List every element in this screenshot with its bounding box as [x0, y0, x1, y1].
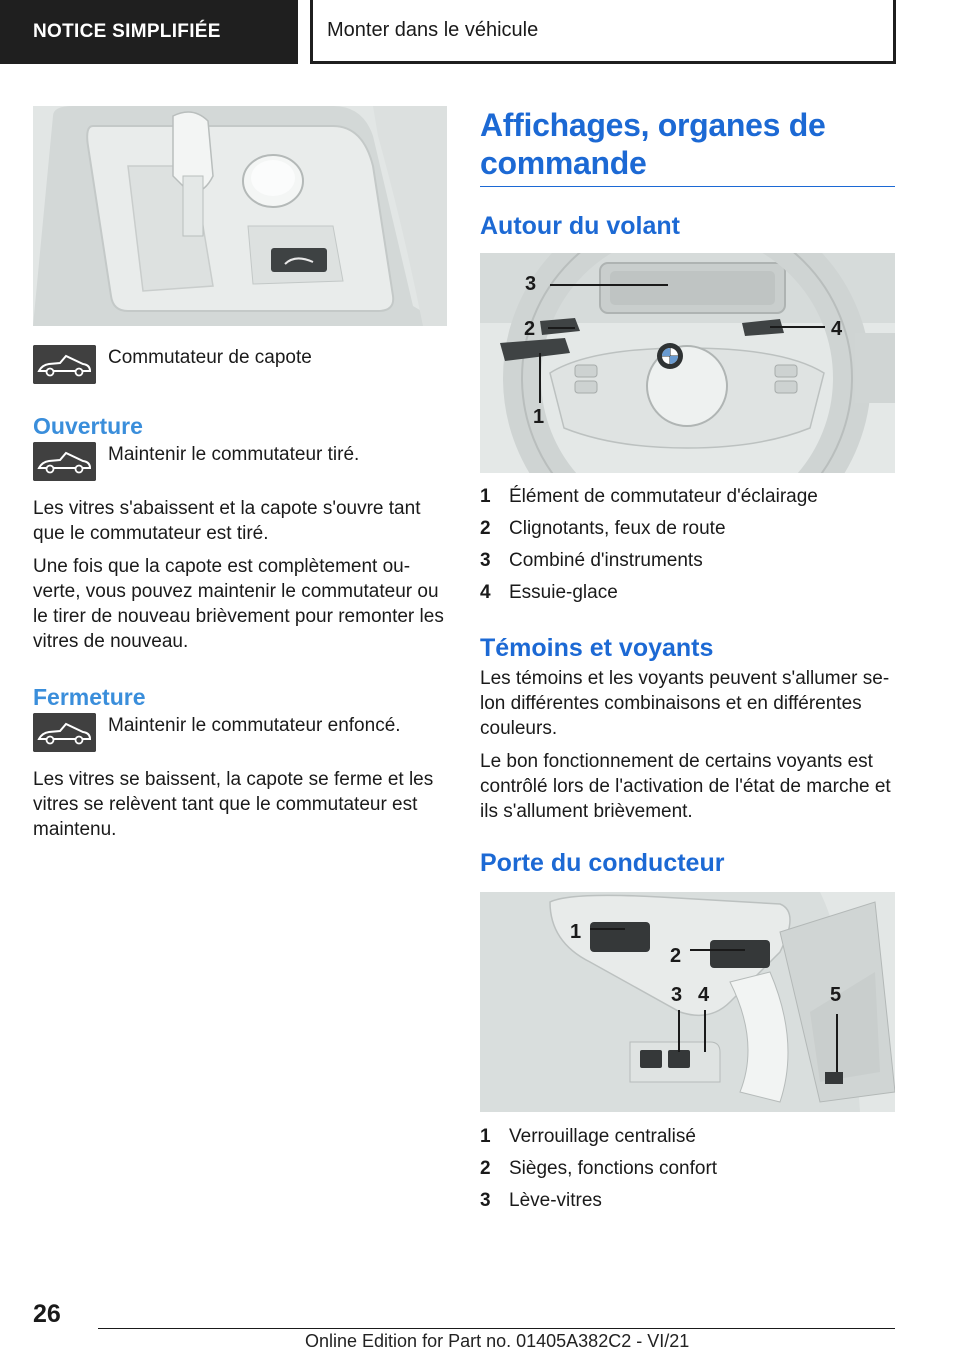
opening-instruction: [33, 442, 447, 481]
opening-para-1: Les vitres s'abaissent et la capote s'ouvre tant que le commutateur est tiré.: [33, 498, 421, 544]
indicators-para-2: Le bon fonctionnement de certains voyants est contrôlé lors de l'activation de l'état de marche et ils s'allument brièvement.: [480, 751, 891, 822]
switch-caption: Commutateur de capote: [108, 347, 312, 368]
steering-wheel-figure: [480, 253, 895, 473]
list-item: 2 Clignotants, feux de route: [480, 518, 726, 539]
steering-callout-3: 3: [525, 273, 537, 295]
convertible-car-icon: [33, 345, 96, 384]
steering-legend: [480, 481, 895, 609]
door-heading: Porte du conducteur: [480, 849, 725, 877]
closing-heading: Fermeture: [33, 684, 146, 710]
list-item: 1 Élément de commutateur d'éclairage: [480, 486, 818, 507]
section-tab: [0, 0, 298, 64]
indicators-heading: Témoins et voyants: [480, 634, 714, 662]
door-callout-1: 1: [570, 921, 582, 943]
door-callout-3: 3: [671, 984, 683, 1006]
driver-door-figure: [480, 892, 895, 1112]
opening-icon-text: Maintenir le commutateur tiré.: [108, 444, 360, 465]
footer-rule: [98, 1328, 895, 1329]
roof-switch-figure: [33, 106, 447, 326]
door-callout-4: 4: [698, 984, 710, 1006]
steering-callout-1: 1: [533, 406, 545, 428]
closing-instruction: [33, 713, 447, 752]
convertible-car-icon: [33, 442, 96, 481]
switch-legend: [33, 345, 447, 384]
page-title: Affichages, organes de commande: [480, 107, 826, 181]
chapter-title: Monter dans le véhicule: [327, 19, 539, 41]
list-item: 2 Sièges, fonctions confort: [480, 1158, 718, 1179]
list-item: 3 Combiné d'instruments: [480, 550, 703, 571]
closing-para-1: Les vitres se baissent, la capote se ferme et les vitres se relèvent tant que le commutateur est maintenu.: [33, 769, 434, 840]
title-rule: [480, 186, 895, 187]
closing-icon-text: Maintenir le commutateur enfoncé.: [108, 715, 401, 736]
door-callout-2: 2: [670, 945, 682, 967]
steering-heading: Autour du volant: [480, 212, 680, 240]
right-column: [480, 106, 895, 1217]
section-title: NOTICE SIMPLIFIÉE: [33, 21, 221, 42]
indicators-para-1: Les témoins et les voyants peuvent s'allumer se-lon différentes combinaisons et en différentes couleurs.: [480, 668, 890, 739]
convertible-car-icon: [33, 713, 96, 752]
edition-text: Online Edition for Part no. 01405A382C2 - VI/21: [305, 1331, 690, 1351]
door-callout-5: 5: [830, 984, 842, 1006]
steering-callout-2: 2: [524, 318, 536, 340]
list-item: 4 Essuie-glace: [480, 582, 618, 603]
list-item: 3 Lève-vitres: [480, 1190, 602, 1211]
page-number: 26: [33, 1300, 61, 1328]
list-item: 1 Verrouillage centralisé: [480, 1126, 696, 1147]
opening-heading: Ouverture: [33, 413, 143, 439]
chapter-tab: [310, 0, 896, 64]
steering-callout-4: 4: [831, 318, 843, 340]
opening-para-2: Une fois que la capote est complètement ou-verte, vous pouvez maintenir le commutateur ou le tirer de nouveau brièvement pour remonter les vitres de nouveau.: [33, 556, 444, 652]
door-legend: [480, 1121, 895, 1217]
left-column: [33, 106, 447, 842]
